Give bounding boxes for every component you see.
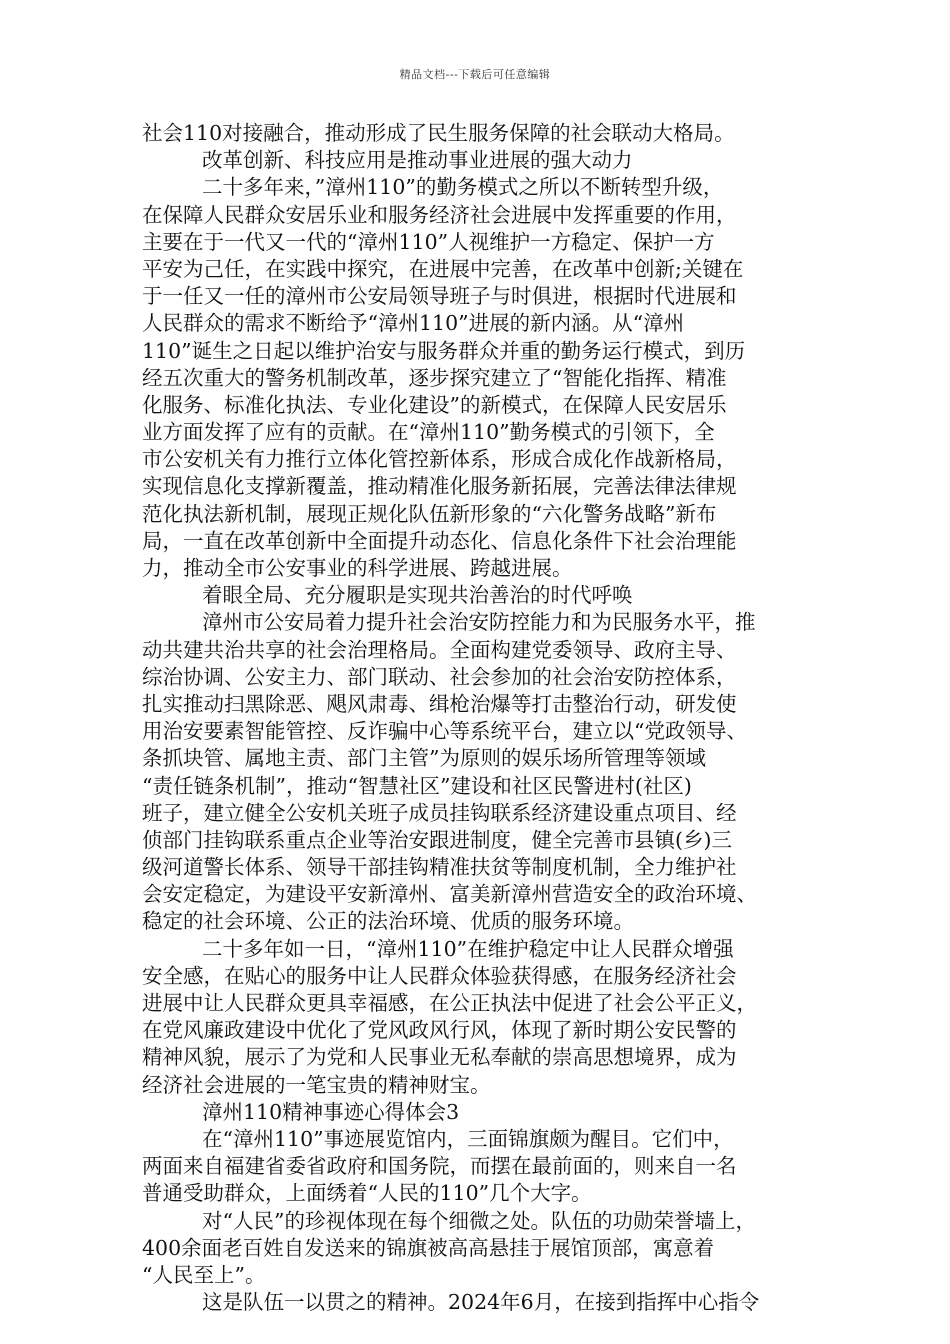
document-body [142, 120, 818, 1316]
text-line: 班子，建立健全公安机关班子成员挂钩联系经济建设重点项目、经 [142, 800, 737, 825]
text-line: 在党风廉政建设中优化了党风政风行风，体现了新时期公安民警的 [142, 1018, 737, 1043]
text-line: 110”诞生之日起以维护治安与服务群众并重的勤务运行模式，到历 [142, 338, 746, 363]
text-line: 经济社会进展的一笔宝贵的精神财宝。 [142, 1072, 491, 1097]
text-line: 漳州市公安局着力提升社会治安防控能力和为民服务水平，推 [202, 610, 756, 635]
text-line: 对“人民”的珍视体现在每个细微之处。队伍的功勋荣誉墙上， [202, 1208, 756, 1233]
text-line: 这是队伍一以贯之的精神。2024年6月，在接到指挥中心指令 [202, 1290, 760, 1315]
text-line: 经五次重大的警务机制改革，逐步探究建立了“智能化指挥、精准 [142, 365, 727, 390]
text-line: 综治协调、公安主力、部门联动、社会参加的社会治安防控体系， [142, 664, 737, 689]
text-line: 稳定的社会环境、公正的法治环境、优质的服务环境。 [142, 909, 634, 934]
page-header: 精品文档---下载后可任意编辑 [399, 68, 551, 81]
text-line: 扎实推动扫黑除恶、飓风肃毒、缉枪治爆等打击整治行动，研发使 [142, 691, 737, 716]
text-line: 人民群众的需求不断给予“漳州110”进展的新内涵。从“漳州 [142, 311, 685, 336]
text-line: 两面来自福建省委省政府和国务院，而摆在最前面的，则来自一名 [142, 1154, 737, 1179]
text-line: 于一任又一任的漳州市公安局领导班子与时俱进，根据时代进展和 [142, 284, 737, 309]
text-line: 业方面发挥了应有的贡献。在“漳州110”勤务模式的引领下，全 [142, 420, 715, 445]
text-line: 范化执法新机制，展现正规化队伍新形象的“六化警务战略”新布 [142, 501, 717, 526]
text-line: 普通受助群众，上面绣着“人民的110”几个大字。 [142, 1181, 592, 1206]
text-line: 动共建共治共享的社会治理格局。全面构建党委领导、政府主导、 [142, 637, 737, 662]
text-line: 用治安要素智能管控、反诈骗中心等系统平台，建立以“党政领导、 [142, 719, 747, 744]
text-line: 力，推动全市公安事业的科学进展、跨越进展。 [142, 556, 573, 580]
text-line: 侦部门挂钩联系重点企业等治安跟进制度，健全完善市县镇(乡)三 [142, 827, 732, 852]
text-line: 在保障人民群众安居乐业和服务经济社会进展中发挥重要的作用， [142, 202, 737, 227]
text-line: 着眼全局、充分履职是实现共治善治的时代呼唤 [202, 583, 633, 608]
text-line: 安全感，在贴心的服务中让人民群众体验获得感，在服务经济社会 [142, 963, 737, 988]
text-line: 400余面老百姓自发送来的锦旗被高高悬挂于展馆顶部，寓意着 [142, 1235, 715, 1260]
text-line: 条抓块管、属地主责、部门主管”为原则的娱乐场所管理等领域 [142, 746, 706, 771]
text-line: 平安为己任，在实践中探究，在进展中完善，在改革中创新;关键在 [142, 256, 744, 281]
text-line: 级河道警长体系、领导干部挂钩精准扶贫等制度机制，全力维护社 [142, 855, 737, 880]
text-line: 在“漳州110”事迹展览馆内，三面锦旗颇为醒目。它们中， [202, 1126, 734, 1151]
text-line: “责任链条机制”，推动“智慧社区”建设和社区民警进村(社区) [142, 773, 692, 798]
text-line: 化服务、标准化执法、专业化建设”的新模式，在保障人民安居乐 [142, 392, 727, 417]
text-line: 会安定稳定，为建设平安新漳州、富美新漳州营造安全的政治环境、 [142, 882, 757, 907]
text-line: 漳州110精神事迹心得体会3 [202, 1099, 460, 1124]
text-line: 进展中让人民群众更具幸福感，在公正执法中促进了社会公平正义， [142, 991, 757, 1015]
text-line: 社会110对接融合，推动形成了民生服务保障的社会联动大格局。 [142, 121, 735, 145]
text-line: 二十多年来，”漳州110”的勤务模式之所以不断转型升级， [202, 175, 724, 200]
text-line: 主要在于一代又一代的“漳州110”人视维护一方稳定、保护一方 [142, 229, 715, 254]
text-line: 二十多年如一日，“漳州110”在维护稳定中让人民群众增强 [202, 936, 734, 961]
text-line: 实现信息化支撑新覆盖，推动精准化服务新拓展，完善法律法律规 [142, 474, 737, 499]
text-line: 精神风貌，展示了为党和人民事业无私奉献的崇高思想境界，成为 [142, 1045, 737, 1070]
text-line: “人民至上”。 [142, 1262, 266, 1287]
text-line: 改革创新、科技应用是推动事业进展的强大动力 [202, 148, 633, 173]
text-line: 局，一直在改革创新中全面提升动态化、信息化条件下社会治理能 [142, 528, 737, 553]
text-line: 市公安机关有力推行立体化管控新体系，形成合成化作战新格局， [142, 447, 737, 472]
